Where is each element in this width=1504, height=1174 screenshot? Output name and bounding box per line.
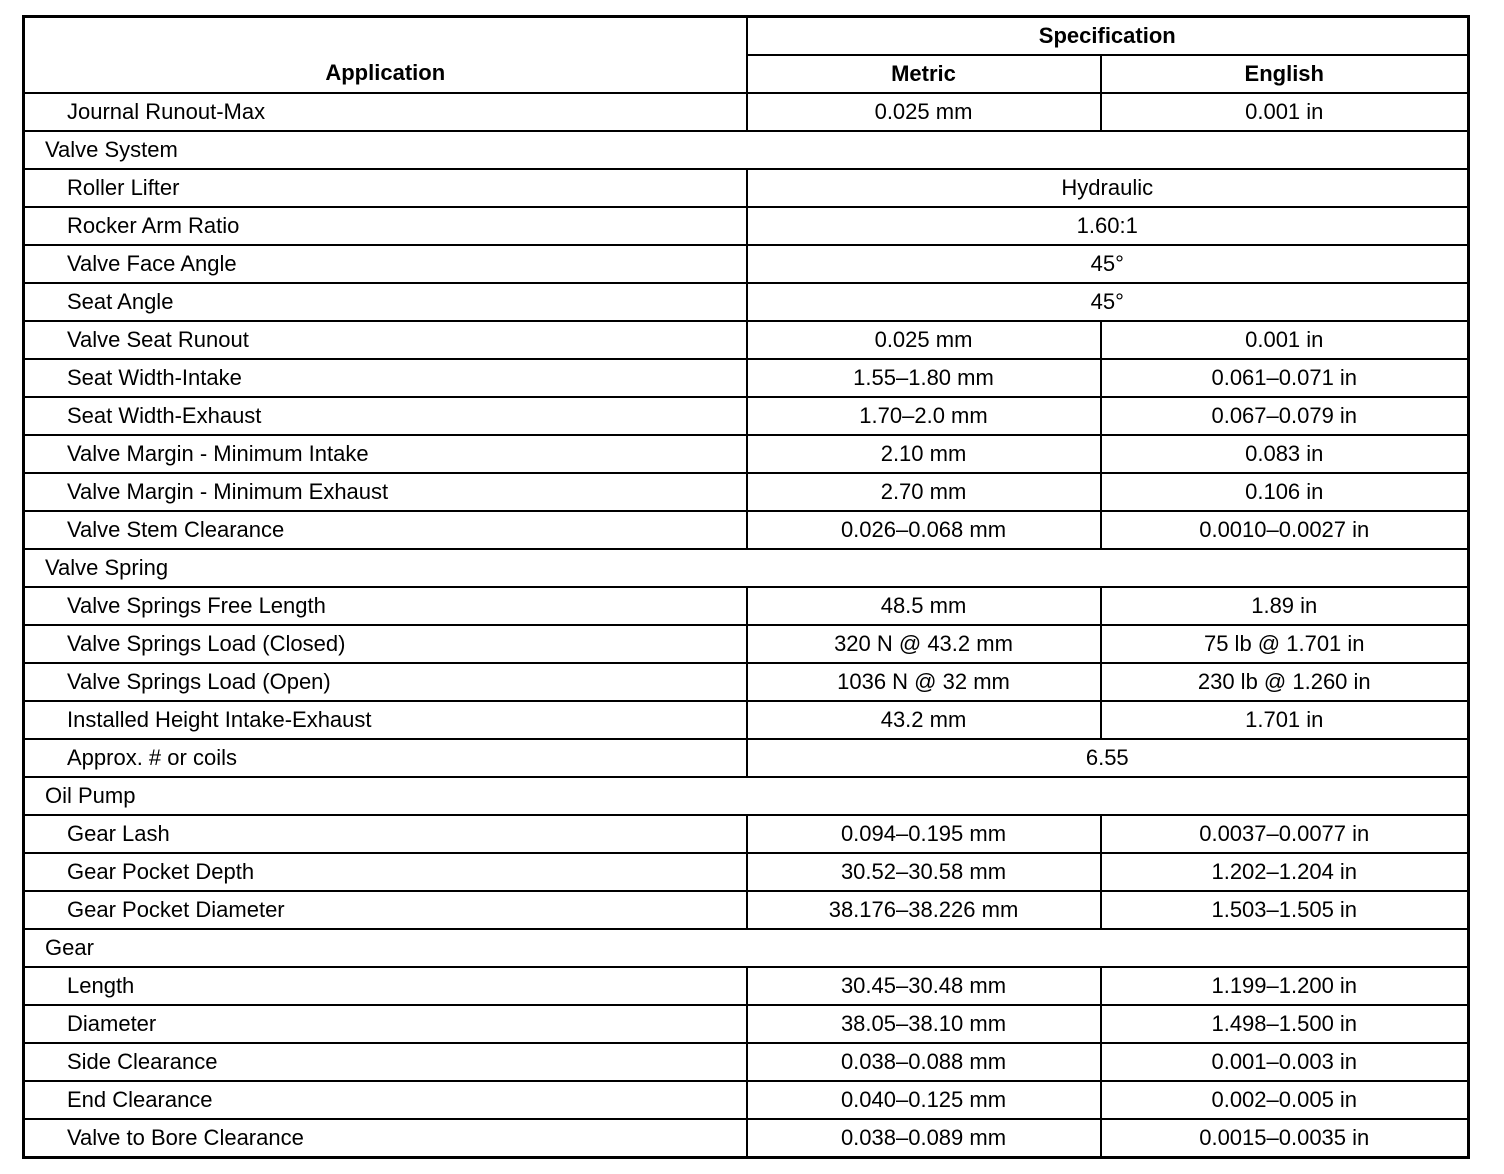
application-cell: Rocker Arm Ratio — [24, 207, 747, 245]
table-row — [24, 1119, 1469, 1158]
metric-cell: 320 N @ 43.2 mm — [747, 625, 1101, 663]
english-cell: 0.001–0.003 in — [1101, 1043, 1469, 1081]
english-cell: 1.503–1.505 in — [1101, 891, 1469, 929]
specification-table — [22, 15, 1470, 1159]
table-row — [24, 1005, 1469, 1043]
metric-cell: 0.038–0.089 mm — [747, 1119, 1101, 1158]
application-cell: Roller Lifter — [24, 169, 747, 207]
specification-header: Specification — [747, 17, 1469, 56]
application-cell: Seat Width-Exhaust — [24, 397, 747, 435]
table-row — [24, 321, 1469, 359]
metric-cell: 2.70 mm — [747, 473, 1101, 511]
metric-cell: 1.55–1.80 mm — [747, 359, 1101, 397]
application-cell: Gear Pocket Diameter — [24, 891, 747, 929]
table-row — [24, 359, 1469, 397]
section-label: Valve Spring — [24, 549, 1469, 587]
table-body — [24, 93, 1469, 1158]
table-header — [24, 17, 1469, 94]
english-cell: 0.0010–0.0027 in — [1101, 511, 1469, 549]
combined-spec-cell: 1.60:1 — [747, 207, 1469, 245]
section-label: Oil Pump — [24, 777, 1469, 815]
metric-cell: 38.05–38.10 mm — [747, 1005, 1101, 1043]
english-cell: 0.083 in — [1101, 435, 1469, 473]
table-row — [24, 853, 1469, 891]
metric-header: Metric — [747, 55, 1101, 93]
metric-cell: 30.52–30.58 mm — [747, 853, 1101, 891]
application-cell: Valve Margin - Minimum Exhaust — [24, 473, 747, 511]
english-cell: 0.002–0.005 in — [1101, 1081, 1469, 1119]
table-row — [24, 1081, 1469, 1119]
application-header: Application — [24, 17, 747, 94]
table-row — [24, 587, 1469, 625]
application-cell: Journal Runout-Max — [24, 93, 747, 131]
application-cell: Length — [24, 967, 747, 1005]
table-row — [24, 169, 1469, 207]
section-row — [24, 131, 1469, 169]
english-cell: 0.067–0.079 in — [1101, 397, 1469, 435]
combined-spec-cell: 45° — [747, 245, 1469, 283]
metric-cell: 0.025 mm — [747, 321, 1101, 359]
table-row — [24, 473, 1469, 511]
table-row — [24, 663, 1469, 701]
application-cell: Valve Springs Load (Open) — [24, 663, 747, 701]
metric-cell: 30.45–30.48 mm — [747, 967, 1101, 1005]
application-cell: Valve Margin - Minimum Intake — [24, 435, 747, 473]
english-cell: 0.001 in — [1101, 93, 1469, 131]
table-row — [24, 435, 1469, 473]
english-cell: 1.89 in — [1101, 587, 1469, 625]
table-row — [24, 283, 1469, 321]
english-cell: 1.498–1.500 in — [1101, 1005, 1469, 1043]
combined-spec-cell: 45° — [747, 283, 1469, 321]
application-cell: Valve Face Angle — [24, 245, 747, 283]
english-cell: 0.0037–0.0077 in — [1101, 815, 1469, 853]
metric-cell: 0.026–0.068 mm — [747, 511, 1101, 549]
metric-cell: 1.70–2.0 mm — [747, 397, 1101, 435]
application-cell: Approx. # or coils — [24, 739, 747, 777]
table-row — [24, 701, 1469, 739]
spec-table-container — [22, 15, 1467, 1159]
table-row — [24, 815, 1469, 853]
section-row — [24, 929, 1469, 967]
table-row — [24, 739, 1469, 777]
english-cell: 0.106 in — [1101, 473, 1469, 511]
metric-cell: 48.5 mm — [747, 587, 1101, 625]
english-cell: 230 lb @ 1.260 in — [1101, 663, 1469, 701]
english-cell: 0.061–0.071 in — [1101, 359, 1469, 397]
application-cell: Diameter — [24, 1005, 747, 1043]
header-row-top — [24, 17, 1469, 56]
table-row — [24, 207, 1469, 245]
metric-cell: 0.025 mm — [747, 93, 1101, 131]
table-row — [24, 1043, 1469, 1081]
combined-spec-cell: 6.55 — [747, 739, 1469, 777]
combined-spec-cell: Hydraulic — [747, 169, 1469, 207]
application-cell: Seat Angle — [24, 283, 747, 321]
metric-cell: 2.10 mm — [747, 435, 1101, 473]
table-row — [24, 93, 1469, 131]
english-cell: 1.202–1.204 in — [1101, 853, 1469, 891]
section-label: Valve System — [24, 131, 1469, 169]
application-cell: Gear Lash — [24, 815, 747, 853]
application-cell: Valve Springs Free Length — [24, 587, 747, 625]
english-cell: 1.199–1.200 in — [1101, 967, 1469, 1005]
table-row — [24, 245, 1469, 283]
metric-cell: 0.038–0.088 mm — [747, 1043, 1101, 1081]
application-cell: End Clearance — [24, 1081, 747, 1119]
application-cell: Side Clearance — [24, 1043, 747, 1081]
application-cell: Valve Stem Clearance — [24, 511, 747, 549]
english-cell: 75 lb @ 1.701 in — [1101, 625, 1469, 663]
english-cell: 1.701 in — [1101, 701, 1469, 739]
section-label: Gear — [24, 929, 1469, 967]
table-row — [24, 891, 1469, 929]
table-row — [24, 397, 1469, 435]
english-cell: 0.0015–0.0035 in — [1101, 1119, 1469, 1158]
section-row — [24, 549, 1469, 587]
application-cell: Valve Springs Load (Closed) — [24, 625, 747, 663]
english-cell: 0.001 in — [1101, 321, 1469, 359]
table-row — [24, 511, 1469, 549]
application-cell: Valve Seat Runout — [24, 321, 747, 359]
application-cell: Valve to Bore Clearance — [24, 1119, 747, 1158]
metric-cell: 38.176–38.226 mm — [747, 891, 1101, 929]
table-row — [24, 967, 1469, 1005]
metric-cell: 43.2 mm — [747, 701, 1101, 739]
metric-cell: 0.094–0.195 mm — [747, 815, 1101, 853]
english-header: English — [1101, 55, 1469, 93]
application-cell: Gear Pocket Depth — [24, 853, 747, 891]
metric-cell: 0.040–0.125 mm — [747, 1081, 1101, 1119]
table-row — [24, 625, 1469, 663]
metric-cell: 1036 N @ 32 mm — [747, 663, 1101, 701]
application-cell: Installed Height Intake-Exhaust — [24, 701, 747, 739]
application-cell: Seat Width-Intake — [24, 359, 747, 397]
section-row — [24, 777, 1469, 815]
